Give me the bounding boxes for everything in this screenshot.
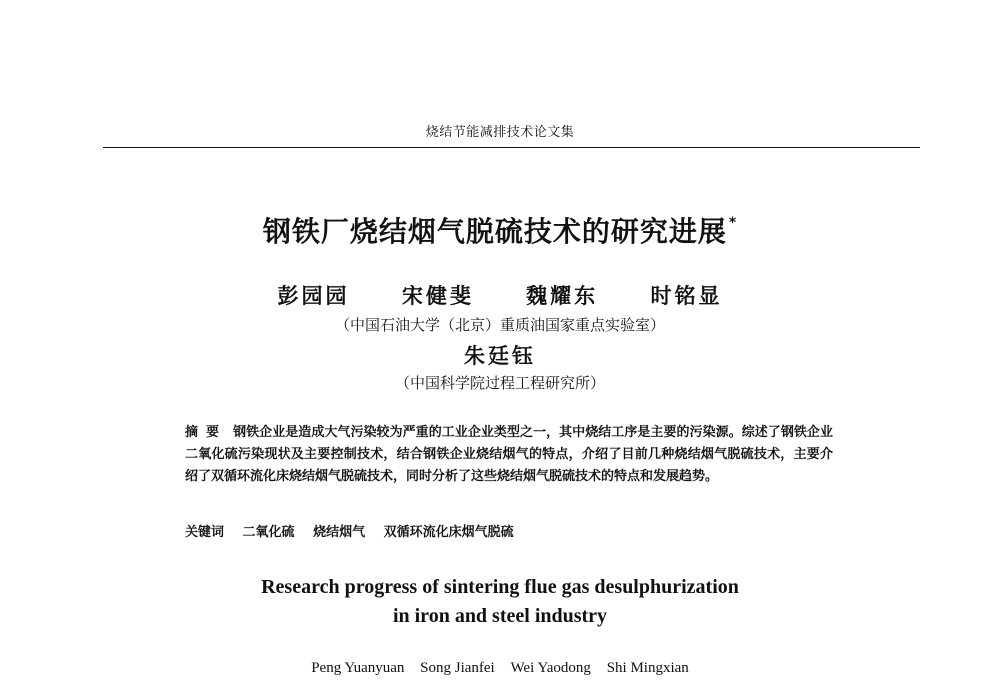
- authors-en: [0, 660, 1000, 677]
- title-en-line-1: Research progress of sintering flue gas desulphurization: [261, 576, 739, 598]
- title-cn: [0, 210, 1000, 250]
- title-en: [0, 573, 1000, 631]
- keyword: 双循环流化床烟气脱硫: [383, 525, 514, 540]
- author-cn: 时铭显: [650, 283, 723, 308]
- abstract-label: 摘要: [185, 425, 228, 440]
- abstract: [185, 422, 833, 488]
- affiliation-1: （中国石油大学（北京）重质油国家重点实验室）: [334, 316, 665, 334]
- keywords-label: 关键词: [185, 525, 225, 540]
- title-cn-text: 钢铁厂烧结烟气脱硫技术的研究进展: [262, 215, 727, 248]
- keyword: 烧结烟气: [313, 525, 366, 540]
- affiliation-2: （中国科学院过程工程研究所）: [394, 374, 605, 392]
- header-rule: [103, 147, 920, 148]
- authors-cn: [0, 280, 1000, 310]
- running-header: 烧结节能减排技术论文集: [425, 125, 575, 140]
- keywords: [185, 521, 833, 540]
- author-cn: 魏耀东: [526, 283, 599, 308]
- author-cn: 彭园园: [277, 283, 350, 308]
- title-footnote-mark: *: [728, 214, 738, 231]
- author-cn-2: 朱廷钰: [464, 343, 536, 368]
- author-en: Wei Yaodong: [510, 660, 591, 676]
- title-en-line-2: in iron and steel industry: [392, 605, 608, 627]
- author-cn: 宋健斐: [401, 283, 474, 308]
- keyword: 二氧化硫: [242, 525, 295, 540]
- abstract-text: 钢铁企业是造成大气污染较为严重的工业企业类型之一，其中烧结工序是主要的污染源。综述了钢铁企业二氧化硫污染现状及主要控制技术，结合钢铁企业烧结烟气的特点，介绍了目前几种烧结烟气脱硫技术，主要介绍了双循环流化床烧结烟气脱硫技术，同时分析了这些烧结烟气脱硫技术的特点和发展趋势。: [185, 425, 833, 484]
- author-en: Song Jianfei: [420, 660, 495, 676]
- author-en: Peng Yuanyuan: [311, 660, 405, 676]
- author-en: Shi Mingxian: [606, 660, 689, 676]
